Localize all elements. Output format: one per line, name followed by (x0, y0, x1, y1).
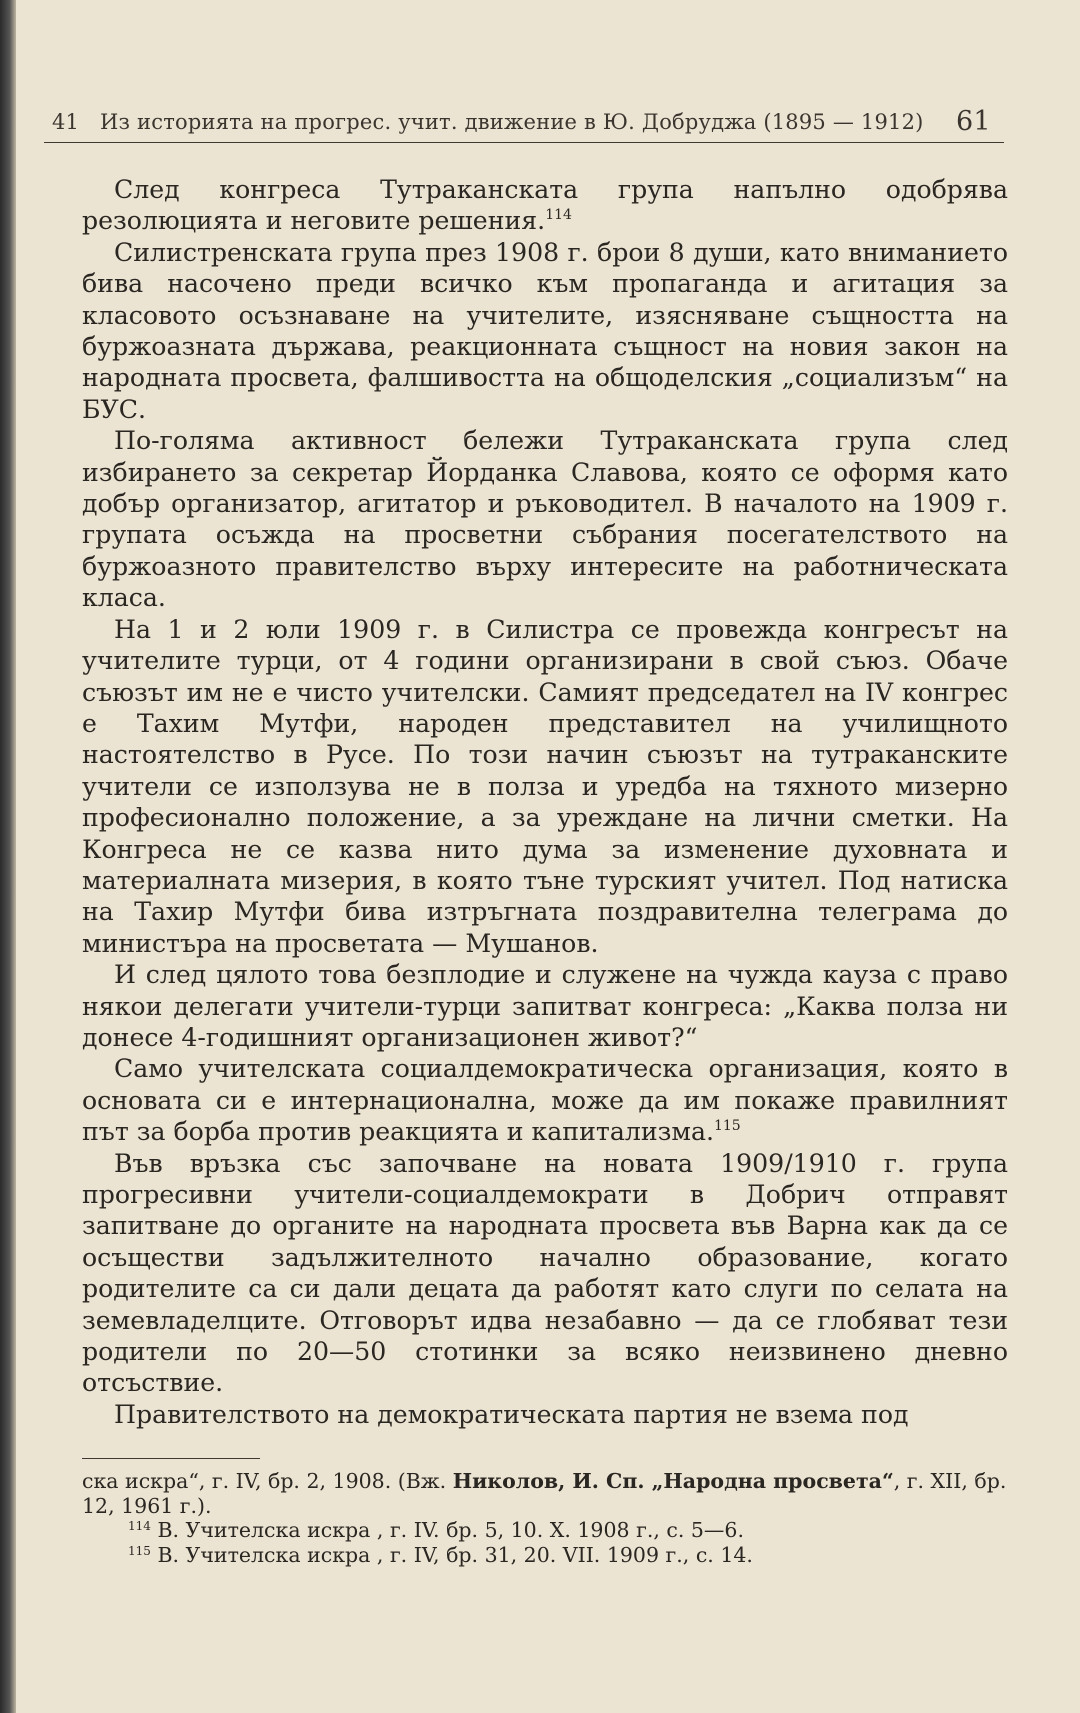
page-number-left: 41 (52, 110, 80, 134)
paragraph: След конгреса Тутраканската група напълно одобрява резолюцията и неговите решения.$^{114}$ (82, 175, 1008, 236)
book-spine-shadow (0, 0, 16, 1713)
footnotes (82, 1469, 1012, 1567)
running-title: Из историята на прогрес. учит. движение в Ю. Добруджа (1895 — 1912) (100, 110, 924, 134)
paragraph: Във връзка със започване на новата 1909/1910 г. група прогресивни учители-социалдемократи в Добрич отправят запитване до органите на народната просвета във Варна как да се осъществи задължителното начално образование, когато родителите са си дали децата да работят като слуги по селата на земевладелците. Отговорът идва незабавно — да се глобяват тези родители по 20—50 стотинки за всяко неизвинено дневно отсъствие. (82, 1148, 1008, 1398)
header-rule (44, 142, 1004, 143)
paragraph: На 1 и 2 юли 1909 г. в Силистра се провежда конгресът на учителите турци, от 4 години организирани в свой съюз. Обаче съюзът им не е чисто учителски. Самият председател на IV конгрес е Тахим Мутфи, народен представител на училищното настоятелство в Русе. По този начин съюзът на тутраканските учители се използува не в полза и уредба на тяхното мизерно професионално положение, а за уреждане на лични сметки. На Конгреса не се казва нито дума за изменение духовната и материалната мизерия, в която тъне турският учител. Под натиска на Тахир Мутфи бива изтръгната поздравителна телеграма до министъра на просветата — Мушанов. (82, 614, 1008, 958)
footnote-ref: 114 (545, 207, 572, 224)
paragraph: Силистренската група през 1908 г. брои 8 души, като вниманието бива насочено преди всичко към пропаганда и агитация за класовото осъзнаване на учителите, изясняване същността на буржоазната държава, реакционната същност на новия закон на народната просвета, фалшивостта на общоделския „социализъм“ на БУС. (82, 237, 1008, 424)
running-header (36, 106, 1006, 142)
page-number-right: 61 (956, 106, 991, 137)
footnote-114: $^{114}$ В. Учителска искра , г. IV. бр. 5, 10. X. 1908 г., с. 5—6. (128, 1518, 744, 1542)
footnote-rule (82, 1458, 260, 1459)
body-text (82, 174, 1008, 1430)
paragraph: Само учителската социалдемократическа организация, която в основата си е интернационална, може да им покаже правилният път за борба против реакцията и капитализма.$^{115}$ (82, 1054, 1008, 1147)
footnote-ref: 115 (713, 1118, 741, 1135)
paragraph: По-голяма активност бележи Тутраканската група след избирането за секретар Йорданка Славова, която се оформя като добър организатор, агитатор и ръководител. В началото на 1909 г. групата осъжда на просветни събрания посегателството на буржоазното правителство върху интересите на работническата класа. (82, 426, 1008, 613)
book-page (16, 0, 1080, 1713)
footnote-continuation: ска искра“, г. IV, бр. 2, 1908. (Вж. Николов, И. Сп. „Народна просвета“, г. XII, бр. 12, 1961 г.). (82, 1469, 1007, 1518)
paragraph: И след цялото това безплодие и служене на чужда кауза с право някои делегати учители-турци запитват конгреса: „Каква полза ни донесе 4-годишният организационен живот?“ (82, 960, 1008, 1052)
footnote-115: $^{115}$ В. Учителска искра , г. IV, бр. 31, 20. VII. 1909 г., с. 14. (128, 1542, 753, 1567)
paragraph: Правителството на демократическата партия не взема под (114, 1399, 909, 1429)
footnote-author: Николов, И. Сп. „Народна просвета“ (452, 1469, 894, 1493)
